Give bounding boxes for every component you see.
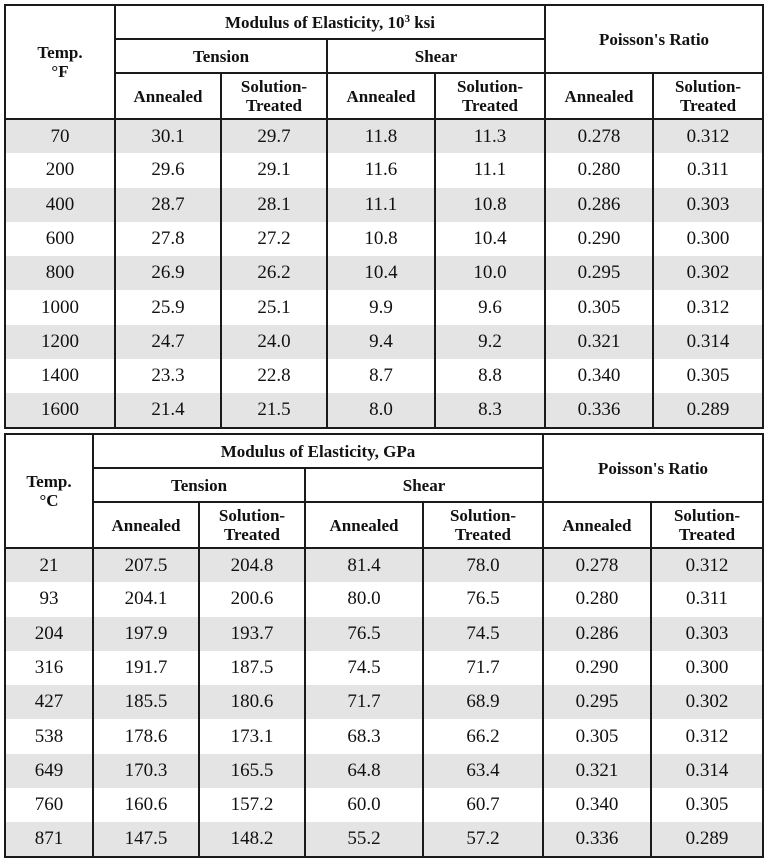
table-row [5, 617, 763, 651]
temp-cell: 760 [5, 788, 93, 822]
temp-cell: 1600 [5, 393, 115, 427]
shear-annealed-cell: 11.1 [327, 188, 435, 222]
table-row [5, 290, 763, 324]
col-solution-treated: Solution-Treated [199, 502, 305, 548]
tension-annealed-cell: 21.4 [115, 393, 221, 427]
table-row [5, 256, 763, 290]
poisson-header [545, 5, 763, 73]
tension-solution-treated-cell: 157.2 [199, 788, 305, 822]
tension-annealed-cell: 170.3 [93, 754, 199, 788]
shear-annealed-cell: 11.8 [327, 119, 435, 153]
poisson-label: Poisson's Ratio [599, 29, 710, 49]
col-annealed: Annealed [115, 73, 221, 119]
temp-label: Temp. [37, 43, 83, 62]
poisson-solution-treated-cell: 0.289 [653, 393, 763, 427]
poisson-solution-treated-cell: 0.312 [651, 548, 763, 582]
tension-header: Tension [115, 39, 327, 73]
table-row [5, 393, 763, 427]
temp-cell: 21 [5, 548, 93, 582]
poisson-annealed-cell: 0.321 [545, 325, 653, 359]
poisson-annealed-cell: 0.340 [543, 788, 651, 822]
table-row [5, 788, 763, 822]
poisson-annealed-cell: 0.280 [545, 153, 653, 187]
col-annealed: Annealed [93, 502, 199, 548]
shear-annealed-cell: 8.0 [327, 393, 435, 427]
shear-solution-treated-cell: 10.4 [435, 222, 545, 256]
poisson-solution-treated-cell: 0.311 [653, 153, 763, 187]
temp-header [5, 5, 115, 119]
poisson-solution-treated-cell: 0.300 [651, 651, 763, 685]
shear-annealed-cell: 68.3 [305, 719, 423, 753]
temp-cell: 93 [5, 582, 93, 616]
tension-annealed-cell: 29.6 [115, 153, 221, 187]
temp-cell: 538 [5, 719, 93, 753]
table-row [5, 153, 763, 187]
poisson-annealed-cell: 0.290 [545, 222, 653, 256]
tension-annealed-cell: 30.1 [115, 119, 221, 153]
temp-header [5, 434, 93, 548]
shear-solution-treated-cell: 8.3 [435, 393, 545, 427]
poisson-annealed-cell: 0.286 [545, 188, 653, 222]
poisson-header [543, 434, 763, 502]
col-solution-treated: Solution-Treated [221, 73, 327, 119]
shear-annealed-cell: 60.0 [305, 788, 423, 822]
tension-solution-treated-cell: 148.2 [199, 822, 305, 856]
tension-solution-treated-cell: 27.2 [221, 222, 327, 256]
temp-cell: 316 [5, 651, 93, 685]
shear-solution-treated-cell: 60.7 [423, 788, 543, 822]
tension-solution-treated-cell: 165.5 [199, 754, 305, 788]
modulus-exponent: 3 [404, 12, 410, 25]
poisson-annealed-cell: 0.305 [545, 290, 653, 324]
col-annealed: Annealed [327, 73, 435, 119]
shear-annealed-cell: 76.5 [305, 617, 423, 651]
table-row [5, 325, 763, 359]
tension-annealed-cell: 160.6 [93, 788, 199, 822]
table-row [5, 719, 763, 753]
tension-annealed-cell: 24.7 [115, 325, 221, 359]
temp-label: Temp. [26, 472, 72, 491]
tension-annealed-cell: 27.8 [115, 222, 221, 256]
tension-solution-treated-cell: 26.2 [221, 256, 327, 290]
shear-annealed-cell: 55.2 [305, 822, 423, 856]
poisson-annealed-cell: 0.340 [545, 359, 653, 393]
table-row [5, 359, 763, 393]
col-annealed: Annealed [545, 73, 653, 119]
temp-cell: 400 [5, 188, 115, 222]
poisson-solution-treated-cell: 0.312 [651, 719, 763, 753]
tension-annealed-cell: 191.7 [93, 651, 199, 685]
tension-solution-treated-cell: 24.0 [221, 325, 327, 359]
tension-solution-treated-cell: 193.7 [199, 617, 305, 651]
tension-solution-treated-cell: 200.6 [199, 582, 305, 616]
table-fahrenheit [4, 4, 764, 429]
shear-solution-treated-cell: 9.2 [435, 325, 545, 359]
table-row [5, 685, 763, 719]
shear-solution-treated-cell: 76.5 [423, 582, 543, 616]
poisson-solution-treated-cell: 0.300 [653, 222, 763, 256]
tension-solution-treated-cell: 22.8 [221, 359, 327, 393]
temp-cell: 600 [5, 222, 115, 256]
temp-cell: 1200 [5, 325, 115, 359]
shear-annealed-cell: 64.8 [305, 754, 423, 788]
tension-solution-treated-cell: 29.7 [221, 119, 327, 153]
shear-annealed-cell: 9.9 [327, 290, 435, 324]
shear-solution-treated-cell: 11.3 [435, 119, 545, 153]
poisson-label: Poisson's Ratio [598, 458, 709, 478]
tension-solution-treated-cell: 25.1 [221, 290, 327, 324]
shear-annealed-cell: 80.0 [305, 582, 423, 616]
poisson-annealed-cell: 0.286 [543, 617, 651, 651]
table-row [5, 222, 763, 256]
tension-solution-treated-cell: 29.1 [221, 153, 327, 187]
tension-solution-treated-cell: 204.8 [199, 548, 305, 582]
tension-solution-treated-cell: 173.1 [199, 719, 305, 753]
tension-solution-treated-cell: 180.6 [199, 685, 305, 719]
modulus-header: Modulus of Elasticity, GPa [93, 434, 543, 468]
table-body [5, 119, 763, 428]
shear-annealed-cell: 71.7 [305, 685, 423, 719]
tension-annealed-cell: 197.9 [93, 617, 199, 651]
poisson-solution-treated-cell: 0.302 [651, 685, 763, 719]
shear-solution-treated-cell: 10.8 [435, 188, 545, 222]
temp-cell: 427 [5, 685, 93, 719]
tension-header: Tension [93, 468, 305, 502]
modulus-title: Modulus of Elasticity, 10 [225, 12, 405, 32]
table-celsius [4, 433, 764, 858]
shear-annealed-cell: 10.8 [327, 222, 435, 256]
poisson-annealed-cell: 0.305 [543, 719, 651, 753]
temp-cell: 800 [5, 256, 115, 290]
shear-annealed-cell: 8.7 [327, 359, 435, 393]
tension-annealed-cell: 185.5 [93, 685, 199, 719]
shear-solution-treated-cell: 66.2 [423, 719, 543, 753]
tension-annealed-cell: 26.9 [115, 256, 221, 290]
temp-cell: 1000 [5, 290, 115, 324]
temp-cell: 204 [5, 617, 93, 651]
poisson-annealed-cell: 0.295 [545, 256, 653, 290]
poisson-annealed-cell: 0.280 [543, 582, 651, 616]
poisson-solution-treated-cell: 0.311 [651, 582, 763, 616]
poisson-solution-treated-cell: 0.302 [653, 256, 763, 290]
table-body [5, 548, 763, 857]
modulus-unit: ksi [409, 12, 436, 32]
poisson-solution-treated-cell: 0.305 [653, 359, 763, 393]
temp-cell: 649 [5, 754, 93, 788]
shear-solution-treated-cell: 57.2 [423, 822, 543, 856]
poisson-solution-treated-cell: 0.303 [651, 617, 763, 651]
shear-solution-treated-cell: 74.5 [423, 617, 543, 651]
tension-annealed-cell: 147.5 [93, 822, 199, 856]
tension-annealed-cell: 25.9 [115, 290, 221, 324]
poisson-solution-treated-cell: 0.312 [653, 290, 763, 324]
poisson-annealed-cell: 0.321 [543, 754, 651, 788]
table-row [5, 651, 763, 685]
col-solution-treated: Solution-Treated [435, 73, 545, 119]
modulus-header [115, 5, 545, 39]
shear-solution-treated-cell: 9.6 [435, 290, 545, 324]
col-solution-treated: Solution-Treated [423, 502, 543, 548]
table-row [5, 548, 763, 582]
poisson-annealed-cell: 0.278 [543, 548, 651, 582]
poisson-solution-treated-cell: 0.314 [653, 325, 763, 359]
shear-annealed-cell: 9.4 [327, 325, 435, 359]
temp-unit: °F [51, 62, 69, 81]
tension-solution-treated-cell: 187.5 [199, 651, 305, 685]
poisson-solution-treated-cell: 0.303 [653, 188, 763, 222]
tension-annealed-cell: 28.7 [115, 188, 221, 222]
shear-solution-treated-cell: 8.8 [435, 359, 545, 393]
shear-solution-treated-cell: 71.7 [423, 651, 543, 685]
poisson-solution-treated-cell: 0.314 [651, 754, 763, 788]
poisson-solution-treated-cell: 0.289 [651, 822, 763, 856]
shear-solution-treated-cell: 10.0 [435, 256, 545, 290]
temp-cell: 200 [5, 153, 115, 187]
temp-cell: 1400 [5, 359, 115, 393]
table-row [5, 119, 763, 153]
tension-annealed-cell: 204.1 [93, 582, 199, 616]
poisson-annealed-cell: 0.336 [545, 393, 653, 427]
shear-header: Shear [305, 468, 543, 502]
tension-solution-treated-cell: 21.5 [221, 393, 327, 427]
table-row [5, 582, 763, 616]
col-solution-treated: Solution-Treated [651, 502, 763, 548]
table-row [5, 188, 763, 222]
temp-unit: °C [39, 491, 59, 510]
tension-annealed-cell: 178.6 [93, 719, 199, 753]
tension-annealed-cell: 207.5 [93, 548, 199, 582]
shear-annealed-cell: 11.6 [327, 153, 435, 187]
temp-cell: 871 [5, 822, 93, 856]
shear-annealed-cell: 74.5 [305, 651, 423, 685]
shear-annealed-cell: 10.4 [327, 256, 435, 290]
shear-header: Shear [327, 39, 545, 73]
shear-solution-treated-cell: 11.1 [435, 153, 545, 187]
col-annealed: Annealed [305, 502, 423, 548]
poisson-annealed-cell: 0.278 [545, 119, 653, 153]
tension-annealed-cell: 23.3 [115, 359, 221, 393]
shear-solution-treated-cell: 78.0 [423, 548, 543, 582]
shear-solution-treated-cell: 68.9 [423, 685, 543, 719]
poisson-annealed-cell: 0.295 [543, 685, 651, 719]
tension-solution-treated-cell: 28.1 [221, 188, 327, 222]
col-annealed: Annealed [543, 502, 651, 548]
poisson-solution-treated-cell: 0.305 [651, 788, 763, 822]
poisson-annealed-cell: 0.336 [543, 822, 651, 856]
temp-cell: 70 [5, 119, 115, 153]
shear-annealed-cell: 81.4 [305, 548, 423, 582]
shear-solution-treated-cell: 63.4 [423, 754, 543, 788]
table-row [5, 822, 763, 856]
col-solution-treated: Solution-Treated [653, 73, 763, 119]
poisson-solution-treated-cell: 0.312 [653, 119, 763, 153]
table-row [5, 754, 763, 788]
poisson-annealed-cell: 0.290 [543, 651, 651, 685]
